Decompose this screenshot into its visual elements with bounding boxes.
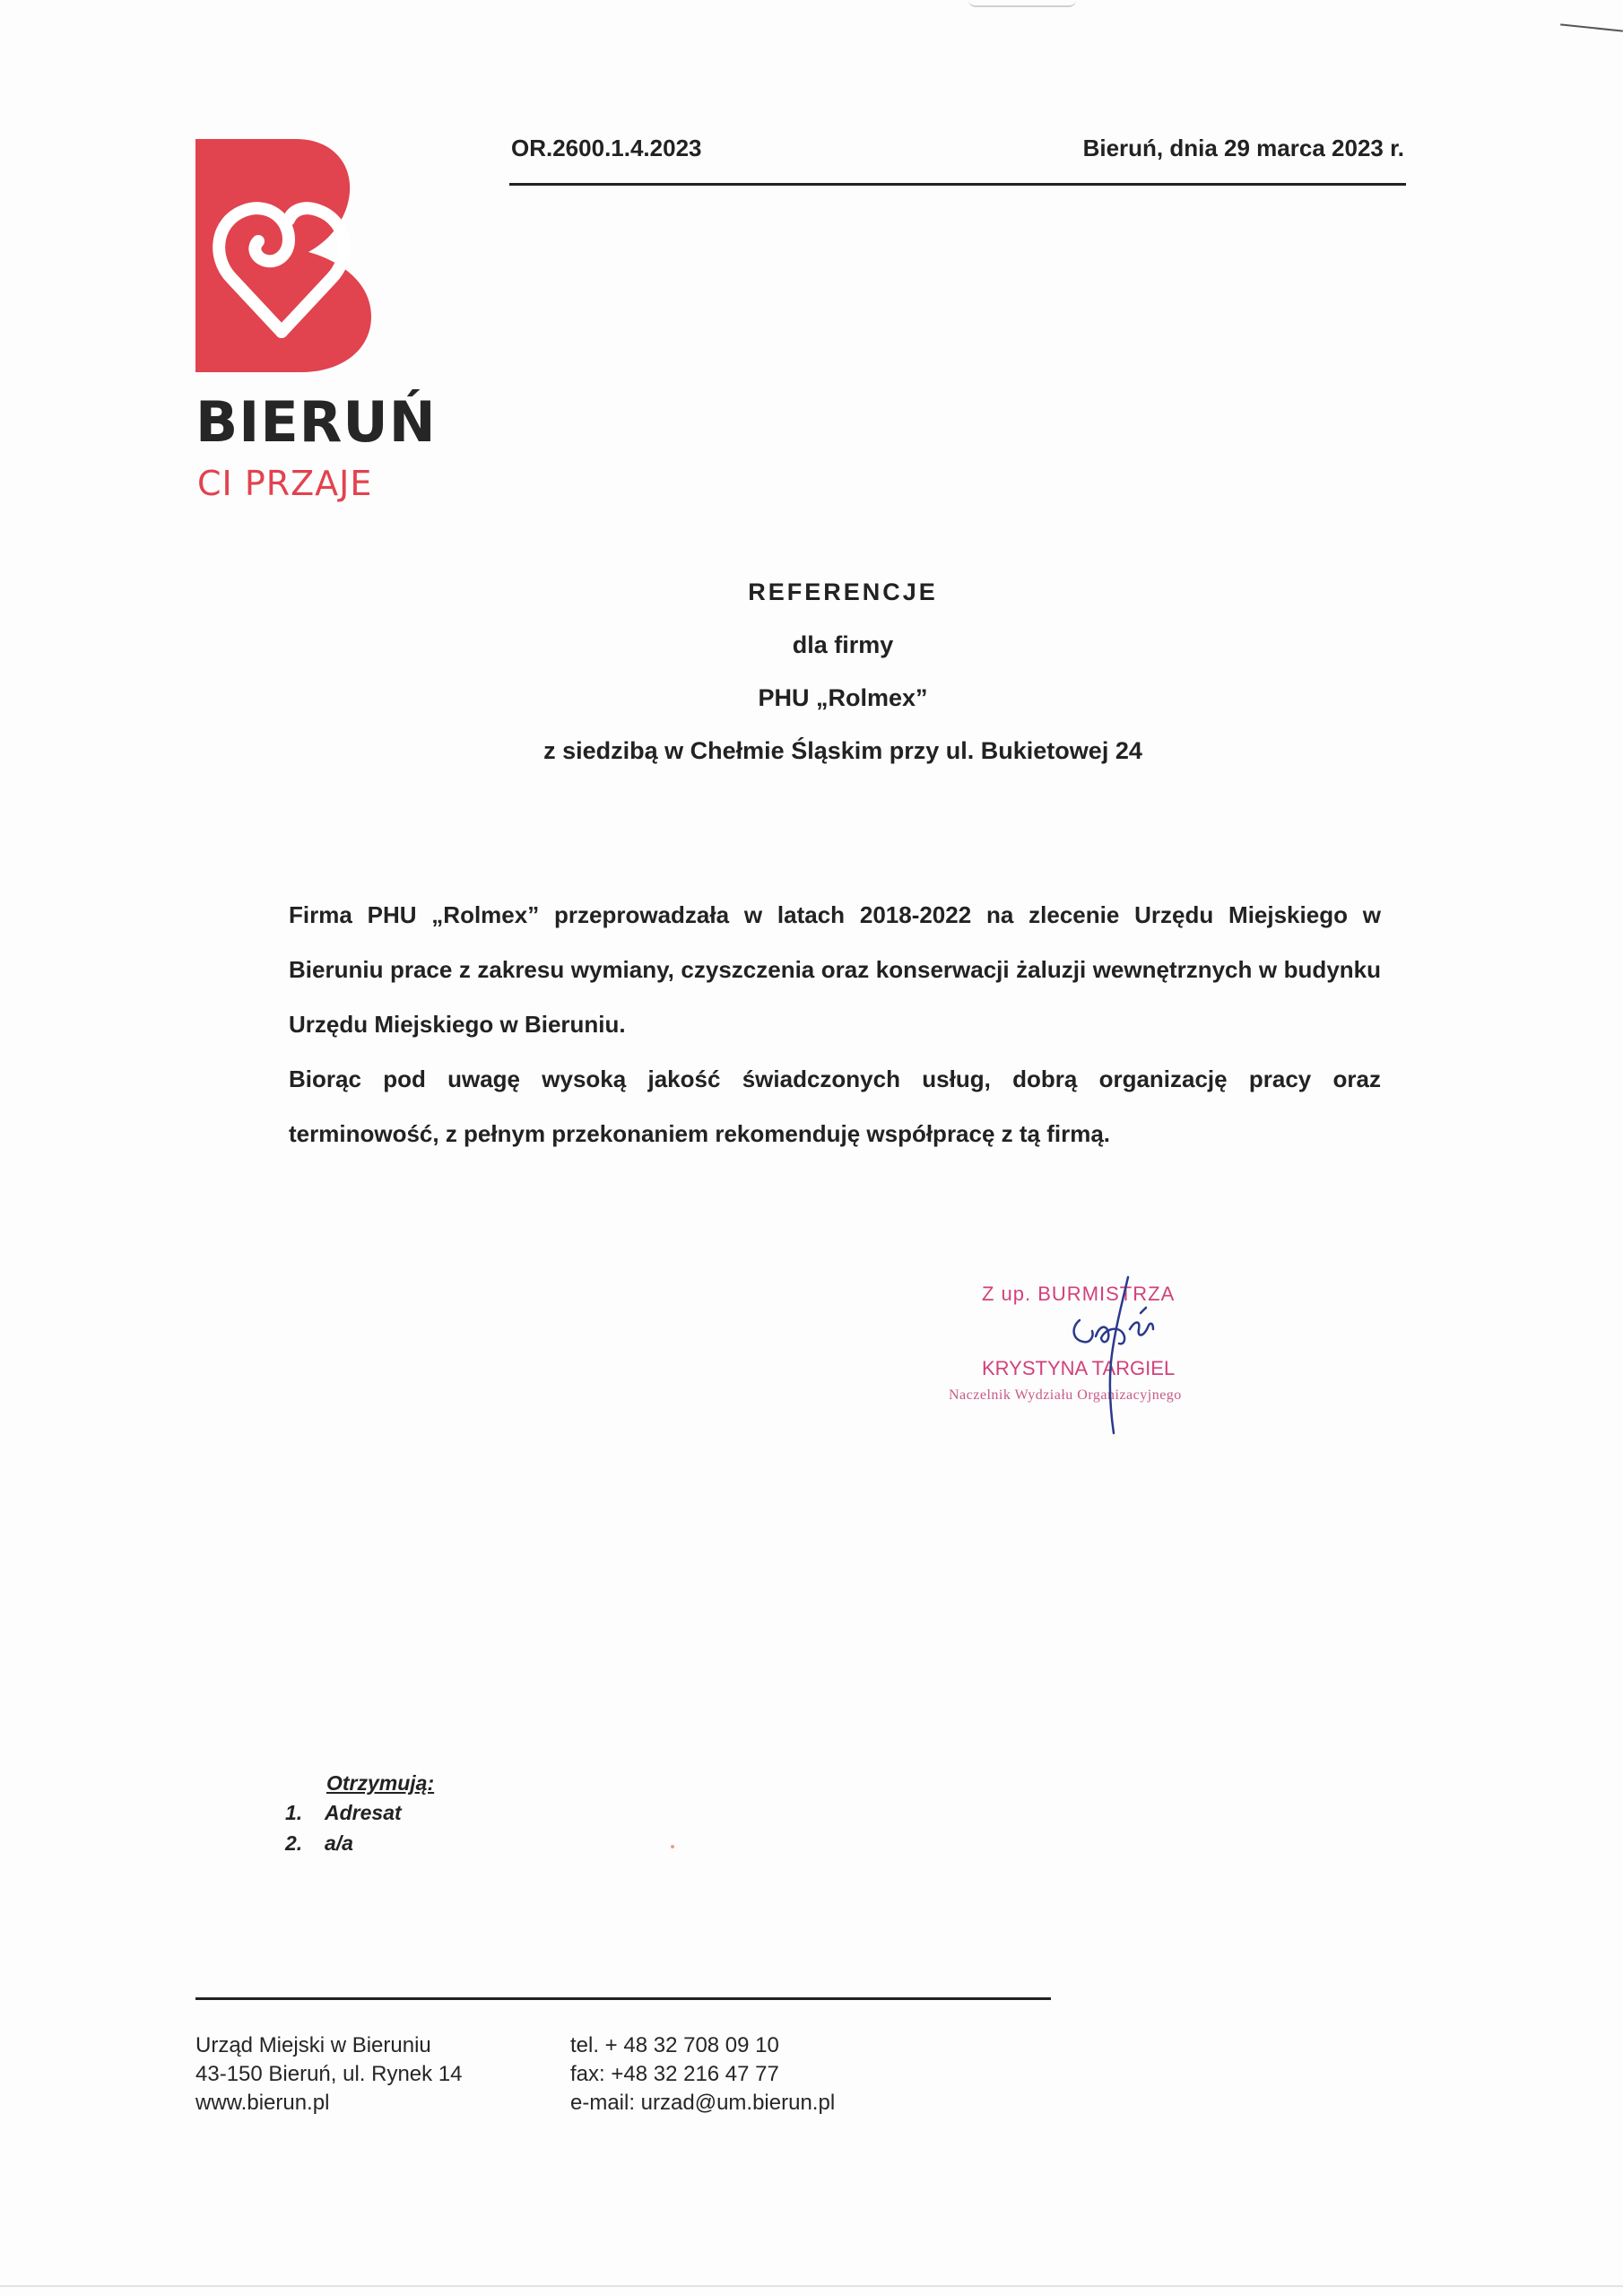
stamp-signatory-name: KRYSTYNA TARGIEL [982, 1357, 1176, 1379]
letter-body [289, 888, 1381, 1161]
document-title: REFERENCJE [748, 578, 938, 605]
reference-number: OR.2600.1.4.2023 [511, 135, 702, 161]
title-for-company: dla firmy [792, 631, 894, 658]
scan-artifact [1560, 23, 1623, 31]
recipients-list [285, 1769, 434, 1858]
header-divider [509, 183, 1406, 186]
place-date: Bieruń, dnia 29 marca 2023 r. [1082, 135, 1404, 161]
brand-name: BIERUŃ [195, 389, 437, 455]
list-item-number: 1. [285, 1801, 303, 1824]
stamp-signatory-title: Naczelnik Wydziału Organizacyjnego [949, 1387, 1182, 1403]
recipients-title: Otrzymują: [326, 1771, 435, 1795]
scan-artifact [671, 1845, 674, 1848]
official-stamp [933, 1274, 1264, 1435]
handwritten-signature [1040, 1274, 1175, 1435]
title-block [395, 574, 1291, 786]
footer-divider [195, 1997, 1051, 2000]
footer-address [195, 2031, 463, 2118]
brand-tagline: CI PRZAJE [197, 464, 373, 503]
office-fax: fax: +48 32 216 47 77 [570, 2062, 779, 2086]
letter-b-heart-logo-icon [195, 139, 375, 372]
scan-edge [0, 2285, 1623, 2287]
list-item-number: 2. [285, 1831, 303, 1855]
stamp-authority: Z up. BURMISTRZA [982, 1283, 1176, 1305]
office-street: 43-150 Bieruń, ul. Rynek 14 [195, 2062, 463, 2086]
list-item-label: Adresat [325, 1801, 402, 1824]
office-website: www.bierun.pl [195, 2091, 330, 2115]
office-phone: tel. + 48 32 708 09 10 [570, 2033, 779, 2057]
footer-contact [570, 2031, 835, 2118]
scan-artifact [968, 0, 1076, 7]
list-item-label: a/a [325, 1831, 353, 1855]
company-name: PHU „Rolmex” [758, 684, 928, 711]
body-paragraph: Biorąc pod uwagę wysoką jakość świadczonych usług, dobrą organizację pracy oraz terminowość, z pełnym przekonaniem rekomenduję współpracę z tą firmą. [289, 1065, 1381, 1147]
list-item [285, 1828, 434, 1858]
office-email: e-mail: urzad@um.bierun.pl [570, 2091, 836, 2115]
company-address: z siedzibą w Chełmie Śląskim przy ul. Bukietowej 24 [543, 737, 1142, 764]
body-paragraph: Firma PHU „Rolmex” przeprowadzała w latach 2018-2022 na zlecenie Urzędu Miejskiego w Bieruniu prace z zakresu wymiany, czyszczenia oraz konserwacji żaluzji wewnętrznych w budynku Urzędu Miejskiego w Bieruniu. [289, 901, 1381, 1038]
office-name: Urząd Miejski w Bieruniu [195, 2033, 431, 2057]
list-item [285, 1797, 434, 1828]
